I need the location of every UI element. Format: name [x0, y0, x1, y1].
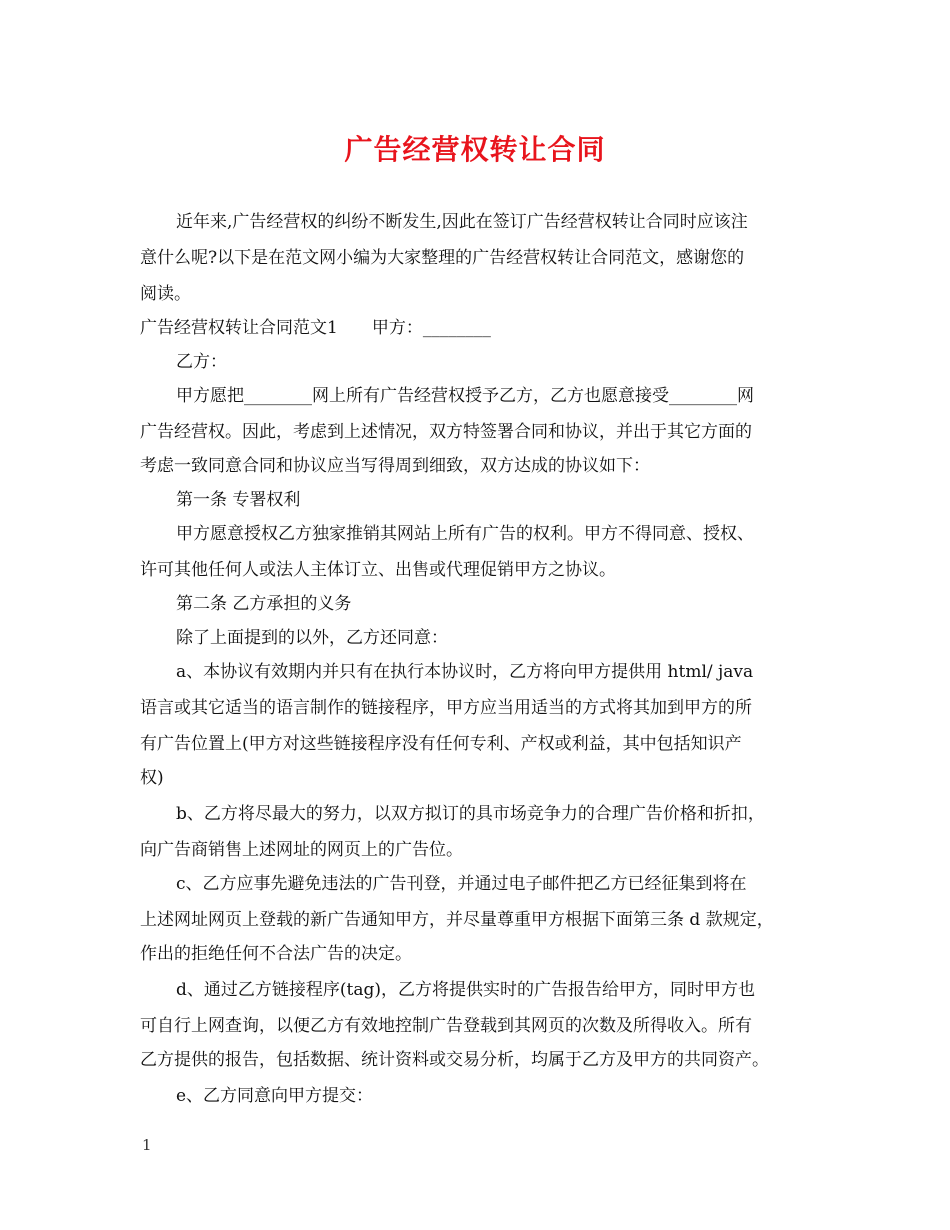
paragraph-line: 上述网址网页上登载的新广告通知甲方，并尽量尊重甲方根据下面第三条 d 款规定，	[140, 910, 774, 930]
paragraph-line: a、本协议有效期内并只有在执行本协议时，乙方将向甲方提供用 html/ java	[176, 662, 754, 682]
paragraph-line: 阅读。	[140, 284, 191, 304]
paragraph-line: 作出的拒绝任何不合法广告的决定。	[140, 944, 412, 964]
paragraph-line: 向广告商销售上述网址的网页上的广告位。	[140, 840, 463, 860]
paragraph-line: 乙方提供的报告，包括数据、统计资料或交易分析，均属于乙方及甲方的共同资产。	[140, 1050, 769, 1070]
paragraph-line: 考虑一致同意合同和协议应当写得周到细致，双方达成的协议如下：	[140, 456, 650, 476]
paragraph-line: b、乙方将尽最大的努力，以双方拟订的具市场竞争力的合理广告价格和折扣，	[176, 804, 765, 824]
paragraph-line: 有广告位置上(甲方对这些链接程序没有任何专利、产权或利益，其中包括知识产	[140, 734, 742, 754]
paragraph-line: 近年来,广告经营权的纠纷不断发生,因此在签订广告经营权转让合同时应该注	[176, 212, 748, 232]
paragraph-line: 广告经营权。因此，考虑到上述情况，双方特签署合同和协议，并出于其它方面的	[140, 422, 752, 442]
paragraph-line: 许可其他任何人或法人主体订立、出售或代理促销甲方之协议。	[140, 560, 616, 580]
paragraph-line: 乙方：	[176, 352, 227, 372]
paragraph-line: 意什么呢?以下是在范文网小编为大家整理的广告经营权转让合同范文，感谢您的	[140, 248, 745, 268]
paragraph-line: 可自行上网查询，以便乙方有效地控制广告登载到其网页的次数及所得收入。所有	[140, 1016, 752, 1036]
paragraph-line: d、通过乙方链接程序(tag)，乙方将提供实时的广告报告给甲方，同时甲方也	[176, 980, 755, 1000]
paragraph-line: 除了上面提到的以外，乙方还同意：	[176, 628, 448, 648]
paragraph-line: 权)	[140, 768, 164, 788]
section-heading: 第二条 乙方承担的义务	[176, 594, 352, 614]
paragraph-line: 语言或其它适当的语言制作的链接程序，甲方应当用适当的方式将其加到甲方的所	[140, 698, 752, 718]
section-heading: 第一条 专署权利	[176, 490, 301, 510]
page-number: 1	[142, 1136, 152, 1154]
paragraph-line: c、乙方应事先避免违法的广告刊登，并通过电子邮件把乙方已经征集到将在	[176, 874, 747, 894]
paragraph-line: 广告经营权转让合同范文1 甲方：________	[140, 318, 491, 338]
paragraph-line: 甲方愿意授权乙方独家推销其网站上所有广告的权利。甲方不得同意、授权、	[176, 524, 754, 544]
document-title: 广告经营权转让合同	[344, 133, 606, 166]
paragraph-line: 甲方愿把________网上所有广告经营权授予乙方，乙方也愿意接受________网	[176, 386, 754, 406]
paragraph-line: e、乙方同意向甲方提交：	[176, 1086, 374, 1106]
